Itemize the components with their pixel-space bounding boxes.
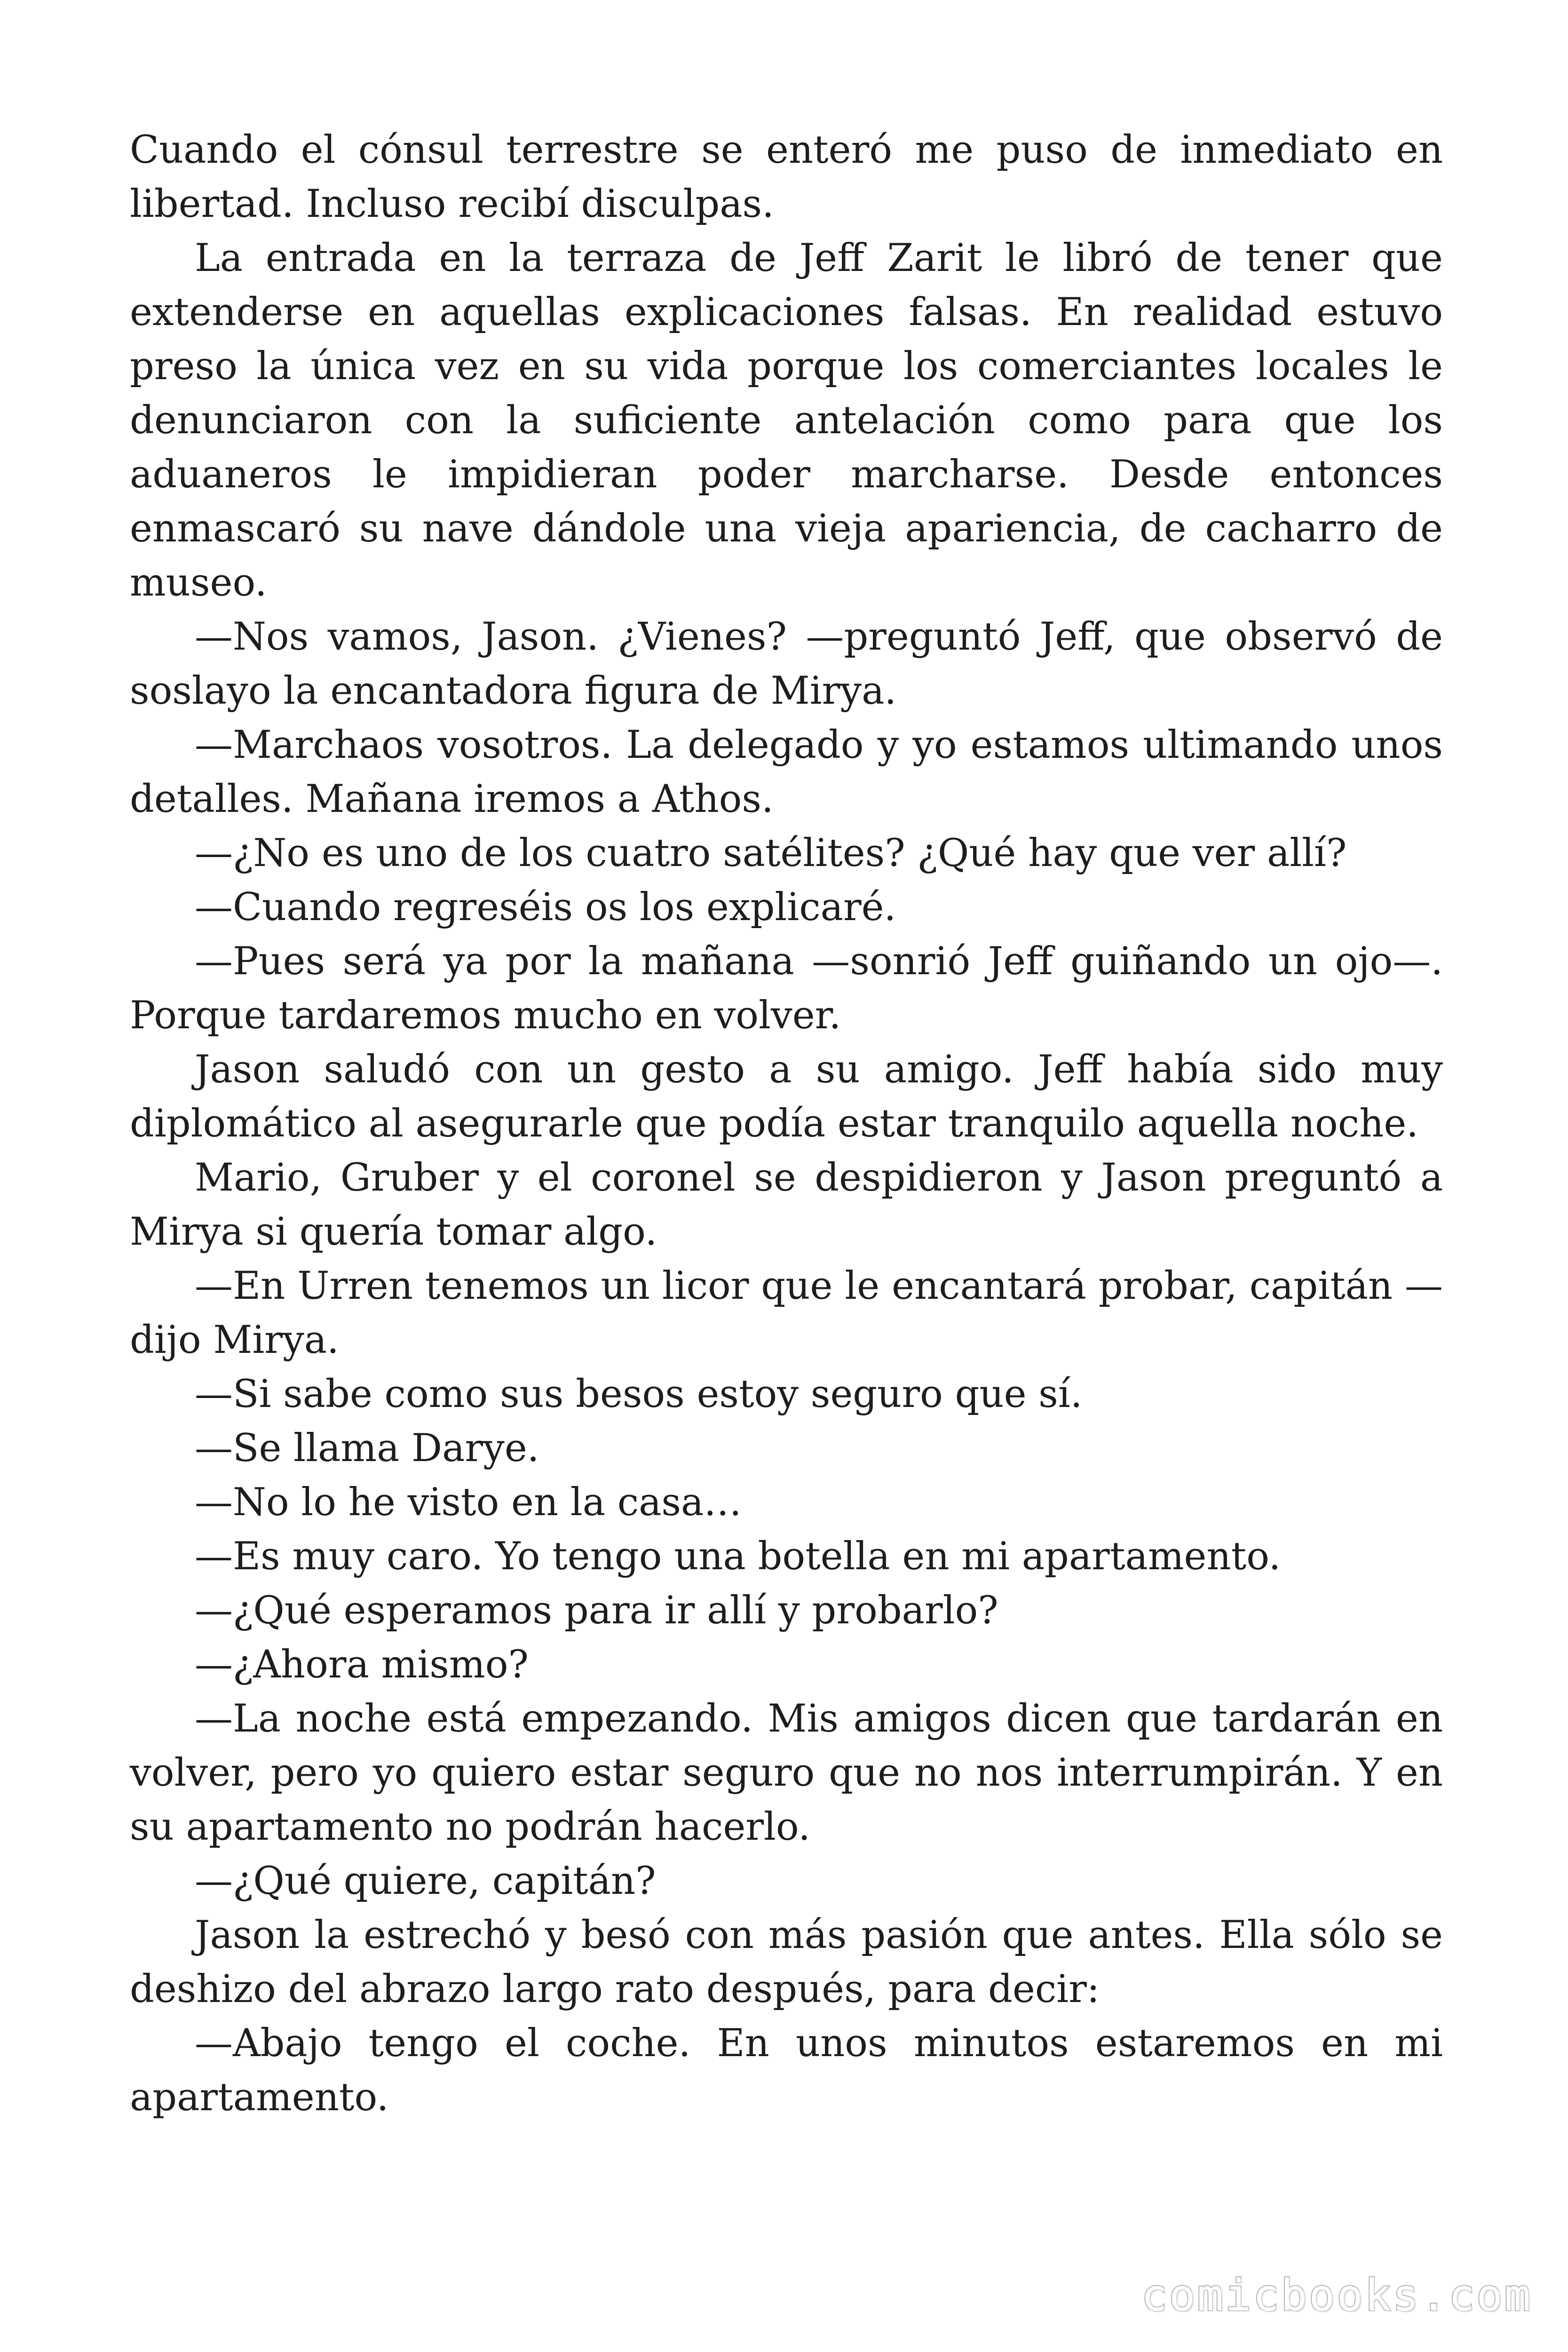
paragraph: —En Urren tenemos un licor que le encantará probar, capitán —dijo Mirya. [130, 1264, 1443, 1362]
paragraph: —Cuando regreséis os los explicaré. [195, 885, 896, 930]
paragraph: Jason saludó con un gesto a su amigo. Jeff había sido muy diplomático al asegurarle que podía estar tranquilo aquella noche. [130, 1048, 1443, 1146]
paragraph: Jason la estrechó y besó con más pasión que antes. Ella sólo se deshizo del abrazo largo rato después, para decir: [130, 1913, 1443, 2011]
paragraph: —¿Qué esperamos para ir allí y probarlo? [195, 1589, 998, 1633]
paragraph: —Abajo tengo el coche. En unos minutos estaremos en mi apartamento. [130, 2021, 1443, 2120]
paragraph: —¿No es uno de los cuatro satélites? ¿Qué hay que ver allí? [195, 831, 1347, 875]
paragraph: La entrada en la terraza de Jeff Zarit le libró de tener que extenderse en aquellas explicaciones falsas. En realidad estuvo preso la única vez en su vida porque los comerciantes locales le denunciaron con la suficiente antelación como para que los aduaneros le impidieran poder marcharse. Desde entonces enmascaró su nave dándole una vieja apariencia, de cacharro de museo. [130, 236, 1443, 605]
paragraph: —Se llama Darye. [195, 1426, 539, 1470]
paragraph: Cuando el cónsul terrestre se enteró me puso de inmediato en libertad. Incluso recibí disculpas. [130, 128, 1443, 226]
watermark: comicbooks.com [1141, 2270, 1532, 2320]
paragraph: Mario, Gruber y el coronel se despidieron y Jason preguntó a Mirya si quería tomar algo. [130, 1156, 1443, 1254]
paragraph: —Pues será ya por la mañana —sonrió Jeff guiñando un ojo—. Porque tardaremos mucho en volver. [130, 939, 1443, 1038]
body-text [130, 123, 1443, 2125]
paragraph: —No lo he visto en la casa… [195, 1480, 742, 1525]
paragraph: —Nos vamos, Jason. ¿Vienes? —preguntó Jeff, que observó de soslayo la encantadora figura de Mirya. [130, 615, 1443, 713]
paragraph: —Si sabe como sus besos estoy seguro que sí. [195, 1372, 1083, 1416]
paragraph: —Es muy caro. Yo tengo una botella en mi apartamento. [195, 1534, 1281, 1579]
paragraph: —¿Qué quiere, capitán? [195, 1859, 656, 1903]
paragraph: —La noche está empezando. Mis amigos dicen que tardarán en volver, pero yo quiero estar seguro que no nos interrumpirán. Y en su apartamento no podrán hacerlo. [130, 1697, 1443, 1849]
paragraph: —¿Ahora mismo? [195, 1643, 529, 1687]
paragraph: —Marchaos vosotros. La delegado y yo estamos ultimando unos detalles. Mañana iremos a Athos. [130, 723, 1443, 821]
